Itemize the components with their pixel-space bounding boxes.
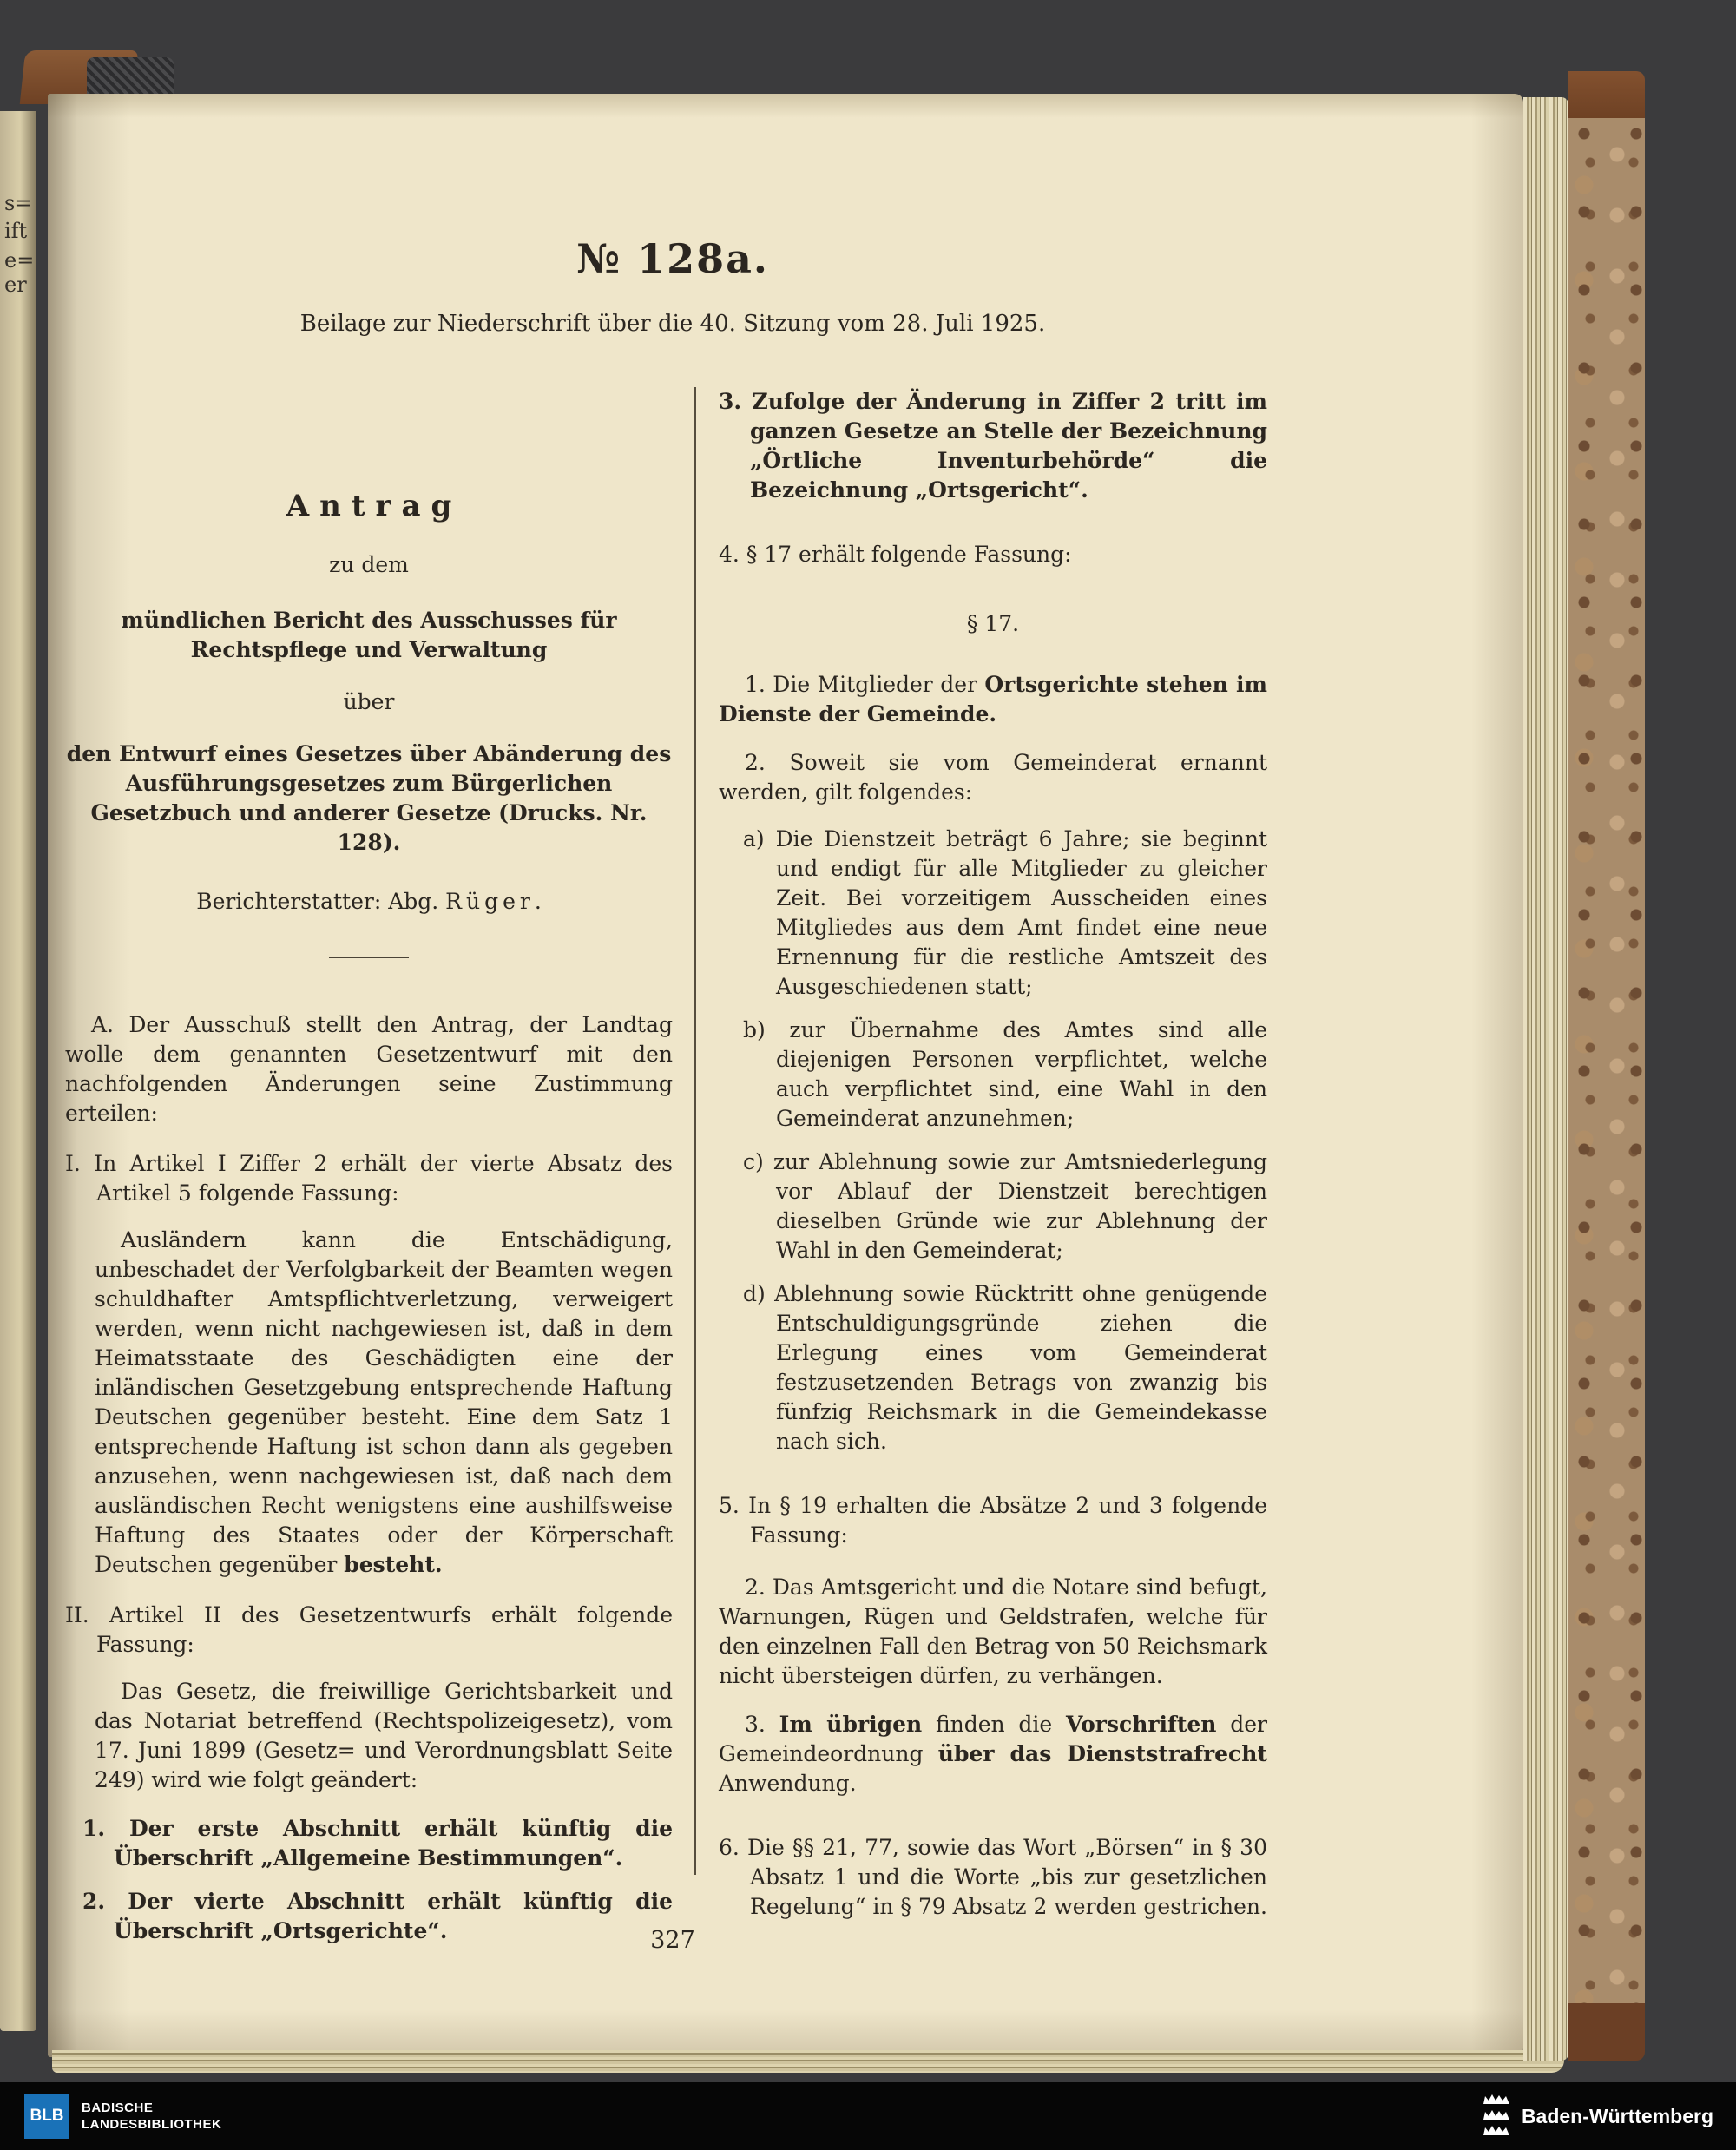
list-marker: a)	[743, 826, 765, 851]
paragraph	[719, 670, 1267, 729]
text-segment: Anwendung.	[719, 1771, 857, 1796]
list-text: Artikel II des Gesetzentwurfs erhält folgende Fassung:	[96, 1602, 673, 1657]
baden-wuerttemberg-lions-icon	[1482, 2091, 1511, 2142]
sub-list-item	[743, 825, 1267, 1002]
library-name-line2: LANDESBIBLIOTHEK	[82, 2117, 222, 2132]
list-marker: 5.	[719, 1493, 740, 1518]
rapporteur-line	[65, 887, 673, 917]
paragraph: 2. Soweit sie vom Gemeinderat ernannt werden, gilt folgendes:	[719, 750, 1267, 805]
text-segment: Rüger	[445, 889, 535, 914]
list-text: zur Übernahme des Amtes sind alle diejenigen Personen verpflichtet, welche auch verpflichtet sind, eine Wahl in den Gemeinderat anzunehmen;	[776, 1017, 1267, 1131]
cutoff-text-fragment: ift	[4, 219, 28, 243]
cover-leather-corner-top	[1568, 71, 1645, 118]
cover-marbled-paper	[1568, 118, 1645, 2003]
sub-list-item	[743, 1279, 1267, 1456]
left-column	[65, 387, 673, 1946]
text-segment: Berichterstatter: Abg.	[196, 889, 446, 914]
list-text: Der erste Abschnitt erhält künftig die Überschrift „Allgemeine Bestimmungen“.	[114, 1816, 673, 1871]
page-number: 327	[650, 1927, 695, 1954]
list-marker: 3.	[719, 389, 742, 414]
text-segment: Ortsgerichte stehen im Dienste der Gemeinde.	[719, 672, 1268, 727]
book-page	[48, 94, 1523, 2057]
page-stack-right-edge	[1523, 97, 1568, 2061]
list-text: Ablehnung sowie Rücktritt ohne genügende Entschuldigungsgründe ziehen die Erlegung eines vom Gemeinderat festzusetzenden Betrags von zwanzig bis fünfzig Reichsmark in die Gemeindekasse nach sich.	[774, 1281, 1267, 1454]
list-marker: b)	[743, 1017, 766, 1042]
list-text: zur Ablehnung sowie zur Amtsniederlegung vor Ablauf der Dienstzeit berechtigen dieselben Gründe wie zur Ablehnung der Wahl in den Gemeinderat;	[773, 1149, 1267, 1263]
motion-subtitle-line: mündlichen Bericht des Ausschusses für Rechtspflege und Verwaltung	[121, 608, 617, 662]
quoted-provision	[95, 1226, 673, 1580]
blb-logo: BLB	[24, 2094, 69, 2139]
text-segment: Im übrigen	[779, 1712, 923, 1737]
list-marker: 6.	[719, 1835, 740, 1860]
list-marker: d)	[743, 1281, 766, 1306]
paragraph	[719, 1710, 1267, 1798]
cutoff-text-fragment: s=	[4, 191, 33, 215]
library-name	[82, 2100, 221, 2134]
motion-subtitle-line: über	[343, 689, 395, 714]
cover-leather-corner-bottom	[1568, 2003, 1645, 2061]
previous-page-edge	[0, 111, 36, 2031]
column-divider	[694, 387, 696, 1875]
text-segment: .	[534, 889, 542, 914]
list-item	[719, 540, 1267, 569]
paragraph: 2. Das Amtsgericht und die Notare sind befugt, Warnungen, Rügen und Geldstrafen, welche für den einzelnen Fall den Betrag von 50 Reichsmark nicht übersteigen dürfen, zu verhängen.	[719, 1575, 1267, 1688]
text-segment: Ausländern kann die Entschädigung, unbeschadet der Verfolgbarkeit der Beamten wegen schuldhafter Amtspflichtverletzung, verweigert werden, wenn nicht nachgewiesen ist, daß in dem Heimatsstaate des Geschädigten eine der inländischen Gesetzgebung entsprechende Haftung Deutschen gegenüber besteht. Eine dem Satz 1 entsprechende Haftung ist schon dann als gegeben anzusehen, wenn nachgewiesen ist, daß nach dem ausländischen Recht wenigstens eine aushilfsweise Haftung des Staates oder der Körperschaft Deutschen gegenüber	[95, 1227, 673, 1577]
library-name-line1: BADISCHE	[82, 2100, 154, 2115]
text-columns	[65, 387, 1280, 1946]
document-subtitle: Beilage zur Niederschrift über die 40. Sitzung vom 28. Juli 1925.	[299, 311, 1046, 337]
text-segment: über das Dienststrafrecht	[937, 1741, 1267, 1766]
text-segment: finden die	[922, 1712, 1066, 1737]
list-text: Zufolge der Änderung in Ziffer 2 tritt im ganzen Gesetze an Stelle der Bezeichnung „Örtliche Inventurbehörde“ die Bezeichnung „Ortsgericht“.	[750, 389, 1267, 503]
sub-list-item	[743, 1147, 1267, 1266]
list-item	[65, 1149, 673, 1208]
list-item	[719, 1491, 1267, 1550]
sub-list-item	[743, 1016, 1267, 1134]
book-cloth-edge	[87, 57, 174, 95]
motion-subtitle-line: zu dem	[329, 552, 409, 577]
text-segment: der Gemeindeordnung	[719, 1712, 1267, 1766]
list-text: § 17 erhält folgende Fassung:	[746, 542, 1072, 567]
section-heading: § 17.	[966, 611, 1020, 636]
list-text: Die Dienstzeit beträgt 6 Jahre; sie beginnt und endigt für alle Mitglieder zu gleicher Zeit. Bei vorzeitigem Ausscheiden eines Mitgliedes aus dem Amt findet eine neue Ernennung für die restliche Amtszeit des Ausgeschiedenen statt;	[775, 826, 1268, 999]
motion-title: Antrag	[286, 489, 463, 523]
page-text-block	[65, 234, 1280, 1946]
list-item	[719, 387, 1267, 505]
list-item	[65, 1601, 673, 1660]
cutoff-text-fragment: er	[4, 273, 27, 297]
document-number-heading: № 128a.	[576, 235, 769, 282]
book-cover	[1568, 71, 1645, 2061]
state-name: Baden-Württemberg	[1521, 2104, 1713, 2127]
paragraph: A. Der Ausschuß stellt den Antrag, der Landtag wolle dem genannten Gesetzentwurf mit den nachfolgenden Änderungen seine Zustimmung erteilen:	[65, 1012, 673, 1126]
text-segment: besteht.	[344, 1552, 443, 1577]
list-text: In § 19 erhalten die Absätze 2 und 3 folgende Fassung:	[748, 1493, 1267, 1548]
list-marker: 2.	[82, 1889, 106, 1914]
list-item	[719, 1833, 1267, 1922]
list-marker: 4.	[719, 542, 740, 567]
right-column	[719, 387, 1267, 1946]
page-stack-bottom-edge	[52, 2050, 1564, 2073]
list-marker: II.	[65, 1602, 89, 1627]
text-segment: 3.	[745, 1712, 779, 1737]
list-marker: 1.	[82, 1816, 106, 1841]
list-text: Die §§ 21, 77, sowie das Wort „Börsen“ in § 30 Absatz 1 und die Worte „bis zur gesetzlichen Regelung“ in § 79 Absatz 2 werden gestrichen.	[747, 1835, 1267, 1919]
state-branding	[1482, 2091, 1713, 2142]
cutoff-text-fragment: e=	[4, 248, 35, 273]
list-text: In Artikel I Ziffer 2 erhält der vierte Absatz des Artikel 5 folgende Fassung:	[94, 1151, 673, 1206]
quoted-provision: Das Gesetz, die freiwillige Gerichtsbarkeit und das Notariat betreffend (Rechtspolizeigesetz), vom 17. Juni 1899 (Gesetz= und Verordnungsblatt Seite 249) wird wie folgt geändert:	[95, 1679, 673, 1792]
text-segment: 1. Die Mitglieder der	[745, 672, 985, 697]
list-marker: c)	[743, 1149, 764, 1174]
library-footer-bar	[0, 2082, 1736, 2150]
motion-subtitle-line: den Entwurf eines Gesetzes über Abänderung des Ausführungsgesetzes zum Bürgerlichen Gesetzbuch und anderer Gesetze (Drucks. Nr. 128).	[66, 741, 672, 855]
text-segment: Vorschriften	[1065, 1712, 1217, 1737]
list-marker: I.	[65, 1151, 81, 1176]
list-item	[82, 1814, 673, 1873]
section-divider-rule	[329, 957, 409, 958]
list-text: Der vierte Abschnitt erhält künftig die Überschrift „Ortsgerichte“.	[114, 1889, 673, 1943]
